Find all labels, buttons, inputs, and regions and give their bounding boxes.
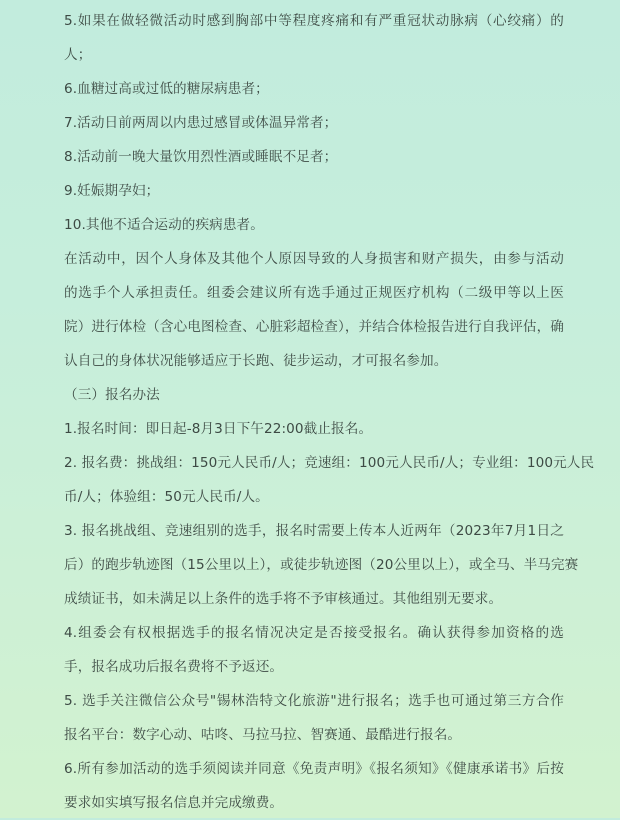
text-line: 9.妊娠期孕妇； (64, 183, 160, 199)
text-line: 要求如实填写报名信息并完成缴费。 (64, 795, 284, 811)
text-line: 3. 报名挑战组、竞速组别的选手，报名时需要上传本人近两年（2023年7月1日之 (64, 523, 564, 539)
text-line: 手，报名成功后报名费将不予返还。 (64, 659, 284, 675)
text-line: 6.血糖过高或过低的糖尿病患者； (64, 81, 269, 97)
text-line: 的选手个人承担责任。组委会建议所有选手通过正规医疗机构（二级甲等以上医 (64, 285, 564, 301)
text-line: 在活动中，因个人身体及其他个人原因导致的人身损害和财产损失，由参与活动 (64, 251, 564, 267)
text-line: 6.所有参加活动的选手须阅读并同意《免责声明》《报名须知》《健康承诺书》后按 (64, 761, 564, 777)
text-line: 2. 报名费：挑战组：150元人民币/人；竞速组：100元人民币/人；专业组：100元人民 (64, 455, 595, 471)
text-line: 人； (64, 47, 92, 63)
text-line: 5. 选手关注微信公众号"锡林浩特文化旅游"进行报名；选手也可通过第三方合作 (64, 693, 564, 709)
text-line: 10.其他不适合运动的疾病患者。 (64, 217, 264, 233)
text-line: 8.活动前一晚大量饮用烈性酒或睡眠不足者； (64, 149, 338, 165)
text-line: 币/人；体验组：50元人民币/人。 (64, 489, 269, 505)
text-line: 5.如果在做轻微活动时感到胸部中等程度疼痛和有严重冠状动脉病（心绞痛）的 (64, 13, 564, 29)
text-line: 7.活动日前两周以内患过感冒或体温异常者； (64, 115, 338, 131)
section-heading: （三）报名办法 (64, 387, 160, 403)
text-line: 院）进行体检（含心电图检查、心脏彩超检查），并结合体检报告进行自我评估，确 (64, 319, 564, 335)
text-line: 报名平台：数字心动、咕咚、马拉马拉、智赛通、最酷进行报名。 (64, 727, 462, 743)
text-body (64, 4, 595, 820)
text-line: 成绩证书，如未满足以上条件的选手将不予审核通过。其他组别无要求。 (64, 591, 503, 607)
text-line: 后）的跑步轨迹图（15公里以上），或徒步轨迹图（20公里以上），或全马、半马完赛 (64, 557, 579, 573)
text-line: 4.组委会有权根据选手的报名情况决定是否接受报名。确认获得参加资格的选 (64, 625, 564, 641)
text-line: 认自己的身体状况能够适应于长跑、徒步运动，才可报名参加。 (64, 353, 448, 369)
text-line: 1.报名时间：即日起-8月3日下午22:00截止报名。 (64, 421, 373, 437)
